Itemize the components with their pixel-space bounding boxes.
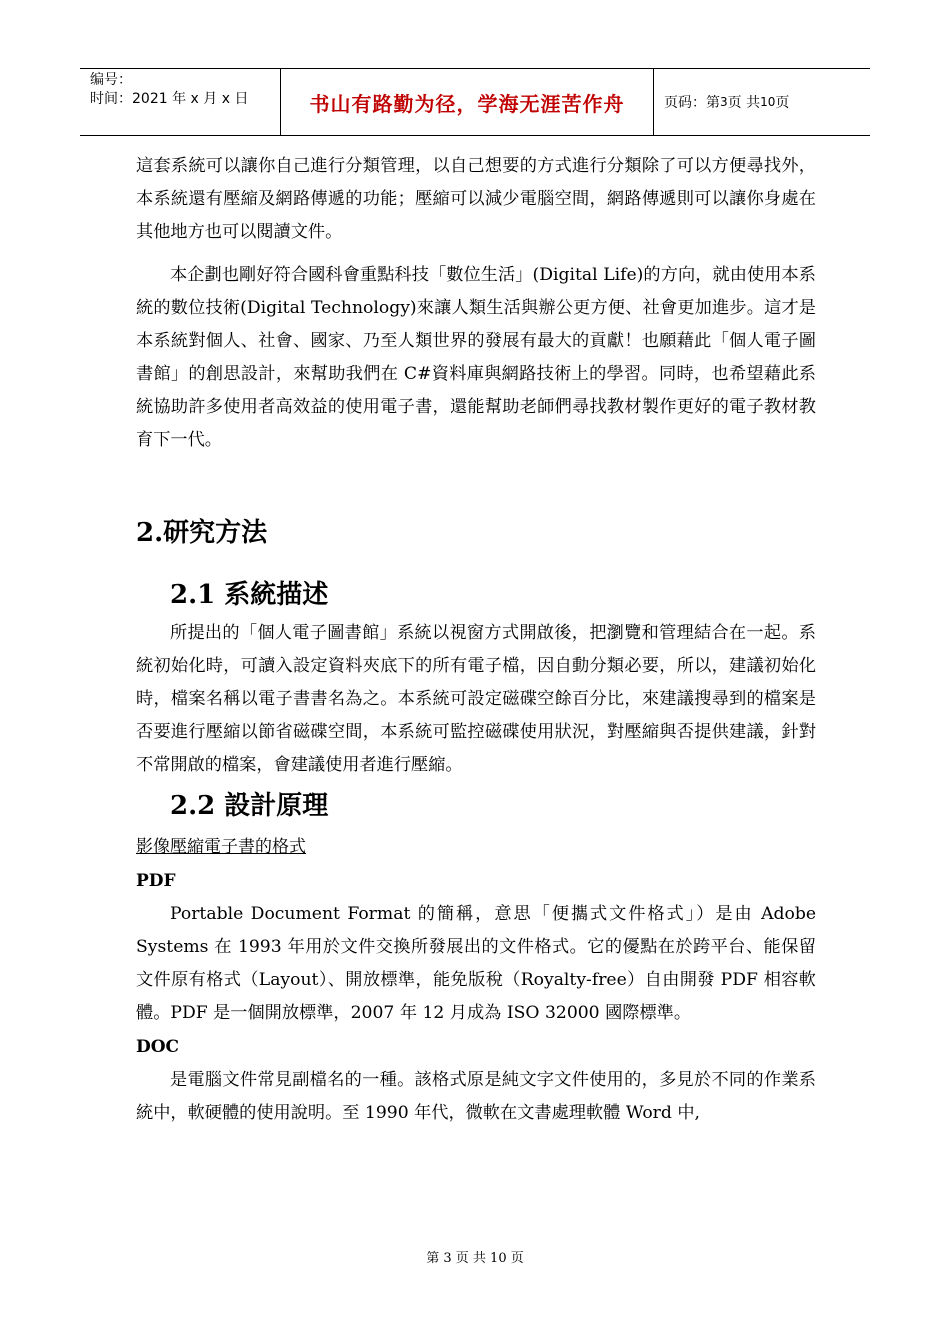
paragraph-intro: 這套系統可以讓你自己進行分類管理，以自己想要的方式進行分類除了可以方便尋找外，本系統還有壓縮及網路傳遞的功能；壓縮可以減少電腦空間，網路傳遞則可以讓你身處在其他地方也可以閱讀文件。 xyxy=(136,156,816,242)
subsection-title-design: 2.2 設計原理 xyxy=(170,791,329,821)
page-suffix: 页 xyxy=(775,95,790,111)
format-heading: 影像壓縮電子書的格式 xyxy=(136,837,306,857)
page-prefix: 页码：第 xyxy=(664,95,720,111)
pdf-label: PDF xyxy=(136,871,176,891)
document-body xyxy=(136,150,816,1130)
paragraph-doc: 是電腦文件常見副檔名的一種。該格式原是純文字文件使用的，多見於不同的作業系統中，軟硬體的使用說明。至 1990 年代，微軟在文書處理軟體 Word 中, xyxy=(136,1070,816,1123)
header-motto-cell xyxy=(280,69,654,135)
paragraph-pdf: Portable Document Format 的簡稱，意思「便攜式文件格式」）是由 Adobe Systems 在 1993 年用於文件交換所發展出的文件格式。它的優點在於跨平台、能保留文件原有格式（Layout）、開放標準，能免版稅（Royalty-free）自由開發 PDF 相容軟體。PDF 是一個開放標準，2007 年 12 月成為 ISO 32000 國際標準。 xyxy=(136,904,816,1023)
page-number: 3 xyxy=(720,95,728,109)
page-footer: 第 3 页 共 10 页 xyxy=(426,1251,524,1266)
section-title-methods: 2.研究方法 xyxy=(136,518,268,548)
paragraph-project: 本企劃也剛好符合國科會重點科技「數位生活」(Digital Life)的方向，就由使用本系統的數位技術(Digital Technology)來讓人類生活與辦公更方便、社會更加進步。這才是本系統對個人、社會、國家、乃至人類世界的發展有最大的貢獻！也願藉此「個人電子圖書館」的創思設計，來幫助我們在 C#資料庫與網路技術上的學習。同時，也希望藉此系統協助許多使用者高效益的使用電子書，還能幫助老師們尋找教材製作更好的電子教材教育下一代。 xyxy=(136,265,816,450)
number-label: 编号： xyxy=(90,72,132,88)
motto-text: 书山有路勤为径，学海无涯苦作舟 xyxy=(309,91,625,116)
paragraph-system-description: 所提出的「個人電子圖書館」系統以視窗方式開啟後，把瀏覽和管理結合在一起。系統初始化時，可讀入設定資料夾底下的所有電子檔，因自動分類必要，所以，建議初始化時，檔案名稱以電子書書名為之。本系統可設定磁碟空餘百分比，來建議搜尋到的檔案是否要進行壓縮以節省磁碟空間，本系統可監控磁碟使用狀況，對壓縮與否提供建議，針對不常開啟的檔案，會建議使用者進行壓縮。 xyxy=(136,623,816,775)
page-header-table xyxy=(80,68,870,136)
header-page-cell xyxy=(654,69,870,135)
subsection-title-system: 2.1 系統描述 xyxy=(170,580,329,610)
doc-label: DOC xyxy=(136,1037,180,1057)
time-label: 时间：2021 年 x 月 x 日 xyxy=(90,91,249,107)
page-mid: 页 共 xyxy=(727,95,761,111)
header-meta-cell xyxy=(80,69,280,135)
page-total: 10 xyxy=(760,95,776,109)
